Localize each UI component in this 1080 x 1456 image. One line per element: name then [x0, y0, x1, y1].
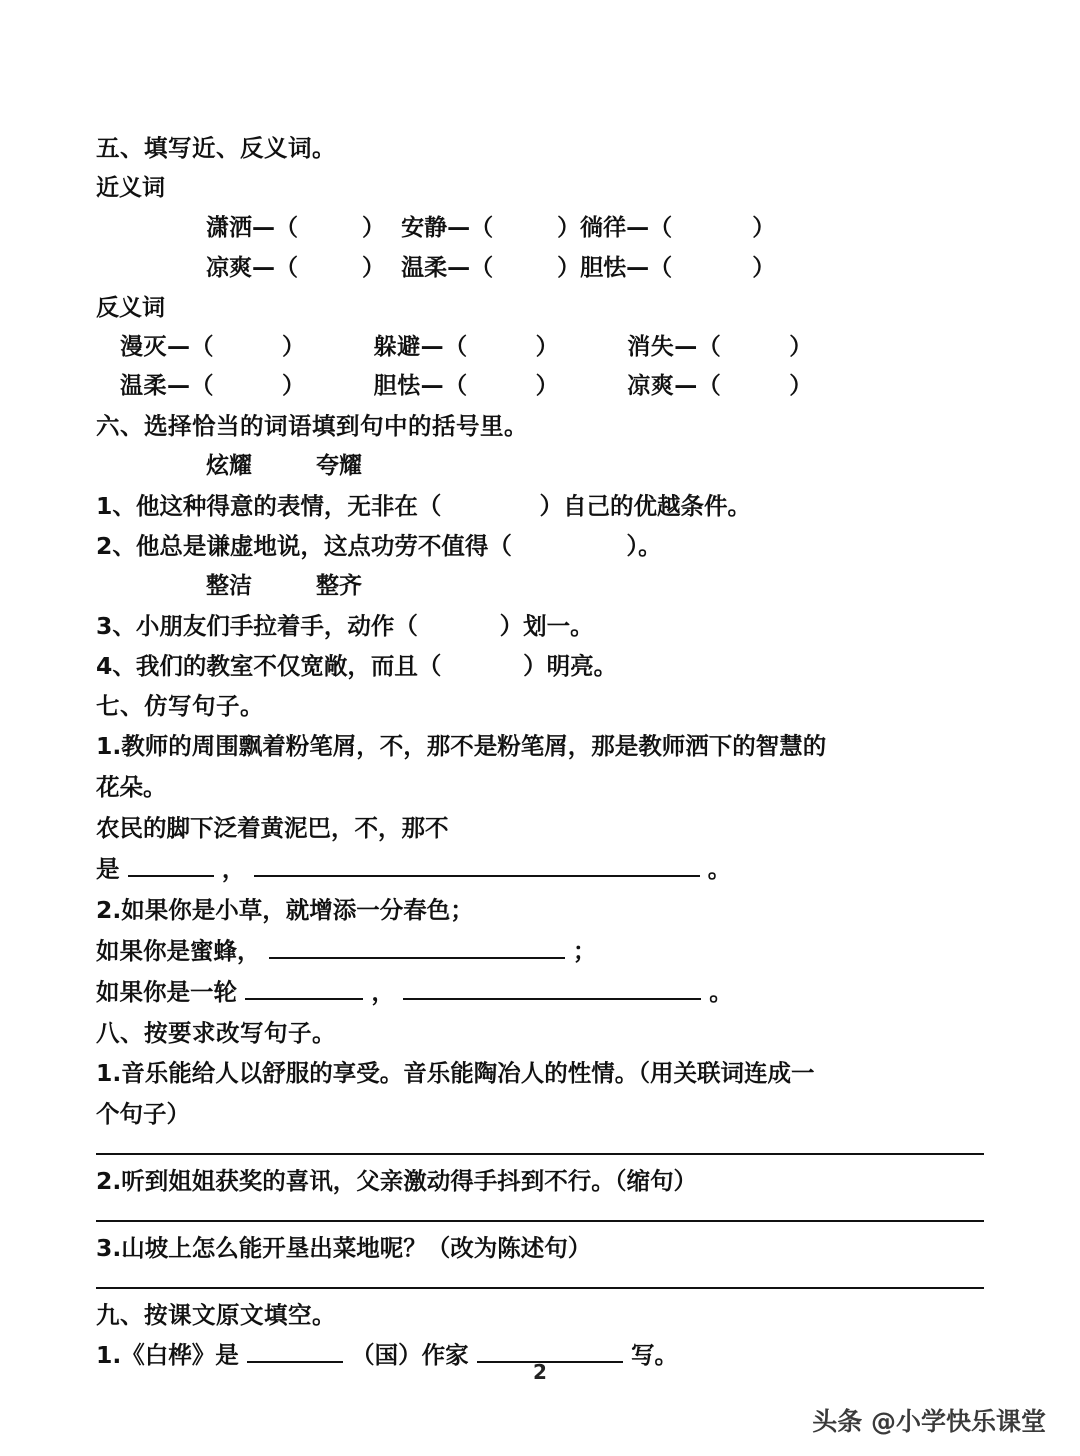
synonym-row-1: 潇洒—（ ） 安静—（ ）徜徉—（ ） [206, 215, 776, 241]
section-6-item-4: 4、我们的教室不仅宽敞，而且（ ）明亮。 [96, 652, 618, 680]
answer-1-comma: ， [221, 855, 246, 883]
fill-blank-long-2[interactable] [403, 975, 701, 1000]
section-7-answer-1-line-2 [96, 849, 984, 890]
answer-rule-2[interactable] [96, 1220, 984, 1222]
section-8-item-1-line-2: 个句子） [96, 1100, 190, 1128]
answer-1-prefix: 是 [96, 855, 120, 883]
fill-blank-medium[interactable] [269, 934, 565, 959]
section-6-item-1: 1、他这种得意的表情，无非在（ ）自己的优越条件。 [96, 492, 752, 520]
answer-1-period: 。 [707, 855, 732, 883]
fill-blank-short-2[interactable] [245, 975, 363, 1000]
section-6-heading: 六、选择恰当的词语填到句中的括号里。 [96, 412, 528, 440]
section-7-example-2-line-3 [96, 972, 984, 1013]
section-9-item-1-part-c: 写。 [631, 1341, 679, 1369]
section-5-heading: 五、填写近、反义词。 [96, 134, 336, 162]
example-3-prefix: 如果你是一轮 [96, 978, 237, 1006]
page-number: 2 [533, 1360, 547, 1384]
section-9-heading: 九、按课文原文填空。 [96, 1301, 336, 1329]
antonym-label: 反义词 [96, 295, 165, 321]
example-2-prefix: 如果你是蜜蜂， [96, 937, 261, 965]
answer-rule-3[interactable] [96, 1287, 984, 1289]
section-7-example-2-line-1: 2.如果你是小草，就增添一分春色； [96, 896, 474, 924]
fill-blank-long[interactable] [254, 852, 700, 877]
section-8-item-2-line-1: 2.听到姐姐获奖的喜讯，父亲激动得手抖到不行。（缩句） [96, 1167, 698, 1195]
antonym-row-1: 漫灭—（ ） 躲避—（ ） 消失—（ ） [120, 334, 813, 360]
watermark: 头条 @小学快乐课堂 [812, 1407, 1046, 1436]
synonym-label: 近义词 [96, 175, 165, 201]
example-2-semicolon: ； [572, 937, 597, 965]
section-8-item-1-line-1: 1.音乐能给人以舒服的享受。音乐能陶冶人的性情。（用关联词连成一 [96, 1059, 815, 1087]
synonym-row-2: 凉爽—（ ） 温柔—（ ）胆怯—（ ） [206, 255, 776, 281]
section-8-item-3-line-1: 3.山坡上怎么能开垦出菜地呢？（改为陈述句） [96, 1234, 592, 1262]
antonym-row-2: 温柔—（ ） 胆怯—（ ） 凉爽—（ ） [120, 373, 813, 399]
section-7-answer-1-line-1: 农民的脚下泛着黄泥巴，不，那不 [96, 814, 449, 842]
section-8-heading: 八、按要求改写句子。 [96, 1019, 336, 1047]
word-bank-1: 炫耀 夸耀 [206, 453, 363, 479]
word-bank-2: 整洁 整齐 [206, 573, 363, 599]
fill-blank-short[interactable] [128, 852, 214, 877]
section-7-example-1-line-1: 1.教师的周围飘着粉笔屑，不，那不是粉笔屑，那是教师洒下的智慧的 [96, 732, 827, 760]
section-7-heading: 七、仿写句子。 [96, 692, 264, 720]
section-9-item-1-part-a: 1.《白桦》是 [96, 1341, 239, 1369]
example-3-period: 。 [709, 978, 733, 1006]
section-6-item-3: 3、小朋友们手拉着手，动作（ ）划一。 [96, 612, 594, 640]
section-7-example-1-line-2: 花朵。 [96, 773, 167, 801]
section-6-item-2: 2、他总是谦虚地说，这点功劳不值得（ ）。 [96, 532, 662, 560]
answer-rule-1[interactable] [96, 1153, 984, 1155]
section-7-example-2-line-2 [96, 931, 984, 972]
example-3-comma: ， [371, 978, 395, 1006]
section-9-item-1-part-b: （国）作家 [351, 1341, 469, 1369]
